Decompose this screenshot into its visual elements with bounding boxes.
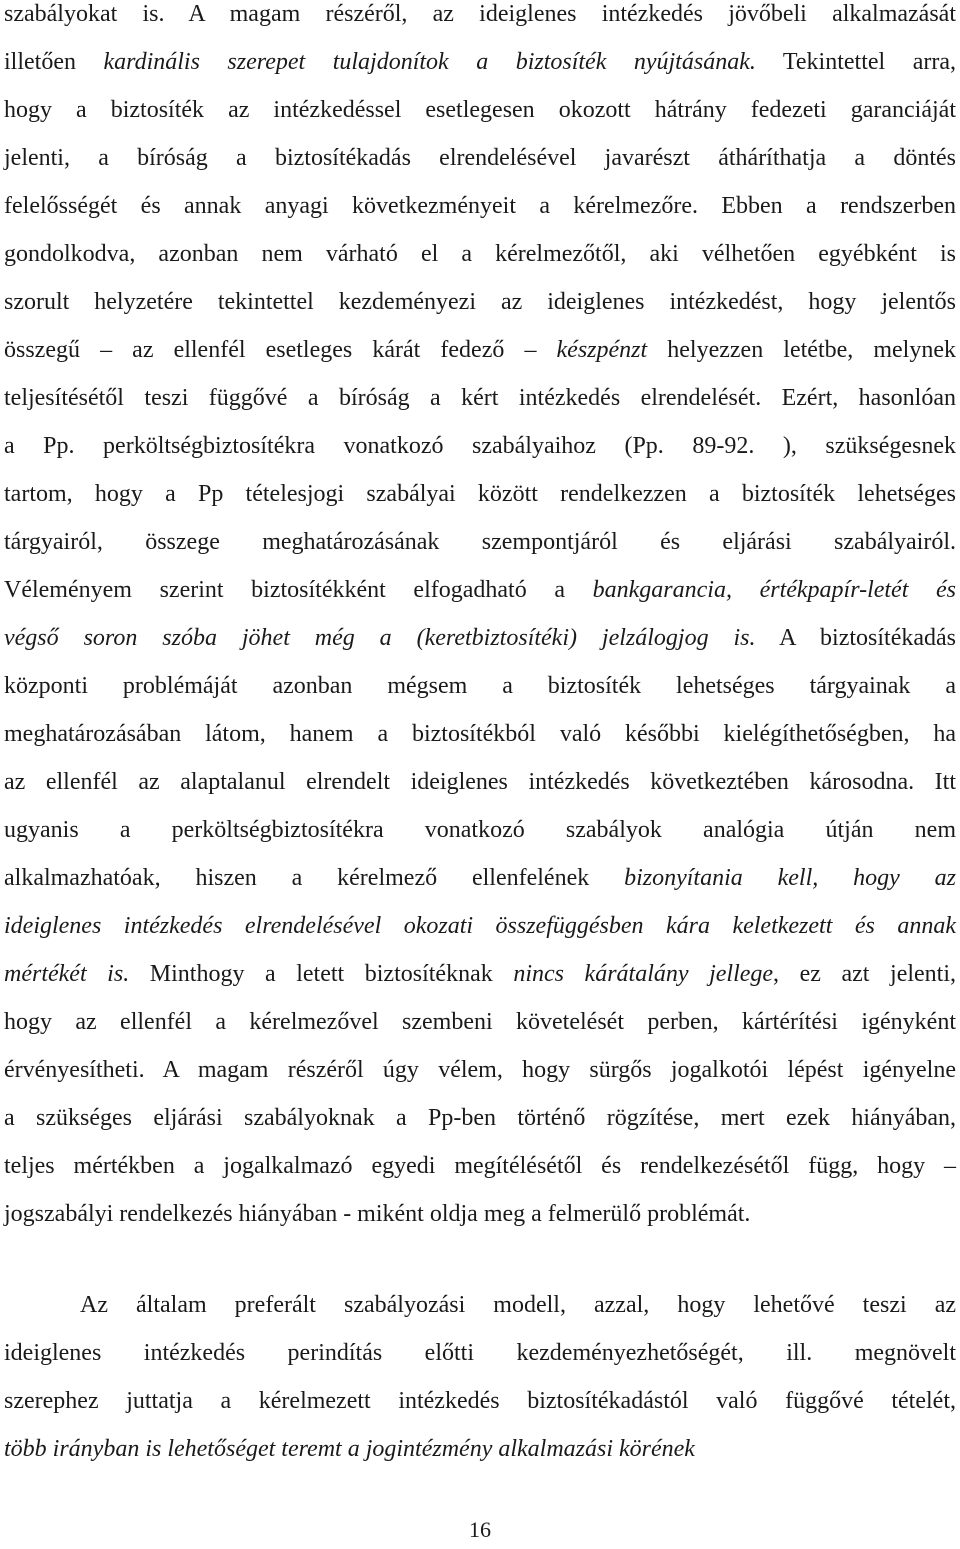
text-run: meghatározásában látom, hanem a biztosítékból való későbbi kielégíthetőségben, ha: [4, 721, 956, 747]
text-line: [4, 1094, 956, 1142]
emphasized-text: készpénzt: [556, 337, 648, 363]
text-line: [4, 902, 956, 950]
text-line: [4, 758, 956, 806]
paragraph-1: [4, 0, 956, 1238]
text-line: [4, 38, 956, 86]
text-run: jelenti, a bíróság a biztosítékadás elrendelésével javarészt átháríthatja a döntés: [4, 145, 956, 171]
text-run: felelősségét és annak anyagi következményeit a kérelmezőre. Ebben a rendszerben: [4, 193, 956, 219]
text-line: [4, 86, 956, 134]
text-run: illetően: [4, 49, 104, 75]
emphasized-text: bankgarancia, értékpapír-letét és: [592, 577, 956, 603]
text-run: központi problémáját azonban mégsem a biztosíték lehetséges tárgyainak a: [4, 673, 956, 699]
text-run: A biztosítékadás: [755, 625, 957, 651]
emphasized-text: ideiglenes intézkedés elrendelésével okozati összefüggésben kára keletkezett és annak: [4, 913, 956, 939]
text-line: [4, 614, 956, 662]
text-run: ideiglenes intézkedés perindítás előtti kezdeményezhetőségét, ill. megnövelt: [4, 1340, 956, 1366]
text-run: helyezzen letétbe, melynek: [647, 337, 956, 363]
text-run: szerephez juttatja a kérelmezett intézkedés biztosítékadástól való függővé tételét,: [4, 1388, 956, 1414]
text-line: [4, 806, 956, 854]
text-run: , ez azt jelenti,: [773, 961, 956, 987]
text-line: [4, 326, 956, 374]
page-number: 16: [469, 1517, 491, 1542]
text-line: [4, 422, 956, 470]
text-run: Az általam preferált szabályozási modell, azzal, hogy lehetővé teszi az: [80, 1292, 956, 1318]
text-line: [4, 470, 956, 518]
text-run: hogy a biztosíték az intézkedéssel esetlegesen okozott hátrány fedezeti garanciáját: [4, 97, 956, 123]
emphasized-text: kardinális szerepet tulajdonítok a biztosíték nyújtásának.: [103, 49, 756, 75]
text-line: [4, 518, 956, 566]
text-run: az ellenfél az alaptalanul elrendelt ideiglenes intézkedés következtében károsodna. Itt: [4, 769, 956, 795]
text-run: hogy az ellenfél a kérelmezővel szembeni követelését perben, kártérítési igényként: [4, 1009, 956, 1035]
text-run: teljes mértékben a jogalkalmazó egyedi megítélésétől és rendelkezésétől függ, hogy –: [4, 1153, 956, 1179]
text-line: [4, 182, 956, 230]
paragraph-2: [4, 1281, 956, 1473]
text-run: tárgyairól, összege meghatározásának szempontjáról és eljárási szabályairól.: [4, 529, 956, 555]
text-run: ugyanis a perköltségbiztosítékra vonatkozó szabályok analógia útján nem: [4, 817, 956, 843]
text-run: a Pp. perköltségbiztosítékra vonatkozó szabályaihoz (Pp. 89-92. ), szükségesnek: [4, 433, 956, 459]
text-line: [4, 1190, 956, 1238]
text-line: [4, 566, 956, 614]
text-line: [4, 374, 956, 422]
text-line: [4, 0, 956, 38]
text-run: teljesítésétől teszi függővé a bíróság a kért intézkedés elrendelését. Ezért, hasonlóan: [4, 385, 956, 411]
text-run: Véleményem szerint biztosítékként elfogadható a: [4, 577, 593, 603]
text-run: érvényesítheti. A magam részéről úgy vélem, hogy sürgős jogalkotói lépést igényelne: [4, 1057, 956, 1083]
text-line: [4, 1329, 956, 1377]
emphasized-text: végső soron szóba jöhet még a (keretbiztosítéki) jelzálogjog is.: [4, 625, 756, 651]
text-run: Minthogy a letett biztosítéknak: [129, 961, 514, 987]
text-run: összegű – az ellenfél esetleges kárát fedező –: [4, 337, 557, 363]
text-run: alkalmazhatóak, hiszen a kérelmező ellenfelének: [4, 865, 625, 891]
text-line: [4, 1142, 956, 1190]
emphasized-text: mértékét is.: [4, 961, 130, 987]
text-line: [4, 950, 956, 998]
text-line: [4, 710, 956, 758]
text-run: szorult helyzetére tekintettel kezdeményezi az ideiglenes intézkedést, hogy jelentős: [4, 289, 956, 315]
text-line: [4, 1281, 956, 1329]
text-line: [4, 1377, 956, 1425]
text-line: [4, 1046, 956, 1094]
text-line: [4, 998, 956, 1046]
text-line: [4, 662, 956, 710]
text-run: gondolkodva, azonban nem várható el a kérelmezőtől, aki vélhetően egyébként is: [4, 241, 956, 267]
text-run: jogszabályi rendelkezés hiányában - miként oldja meg a felmerülő problémát.: [4, 1201, 751, 1227]
text-run: tartom, hogy a Pp tételesjogi szabályai között rendelkezzen a biztosíték lehetséges: [4, 481, 956, 507]
text-line: [4, 230, 956, 278]
text-line: [4, 278, 956, 326]
emphasized-text: bizonyítania kell, hogy az: [624, 865, 956, 891]
text-line: [4, 1425, 956, 1473]
text-line: [4, 134, 956, 182]
emphasized-text: nincs kárátalány jellege: [513, 961, 774, 987]
text-run: szabályokat is. A magam részéről, az ideiglenes intézkedés jövőbeli alkalmazását: [4, 1, 956, 27]
text-run: Tekintettel arra,: [755, 49, 956, 75]
text-run: a szükséges eljárási szabályoknak a Pp-ben történő rögzítése, mert ezek hiányában,: [4, 1105, 956, 1131]
text-line: [4, 854, 956, 902]
emphasized-text: több irányban is lehetőséget teremt a jogintézmény alkalmazási körének: [4, 1436, 695, 1462]
